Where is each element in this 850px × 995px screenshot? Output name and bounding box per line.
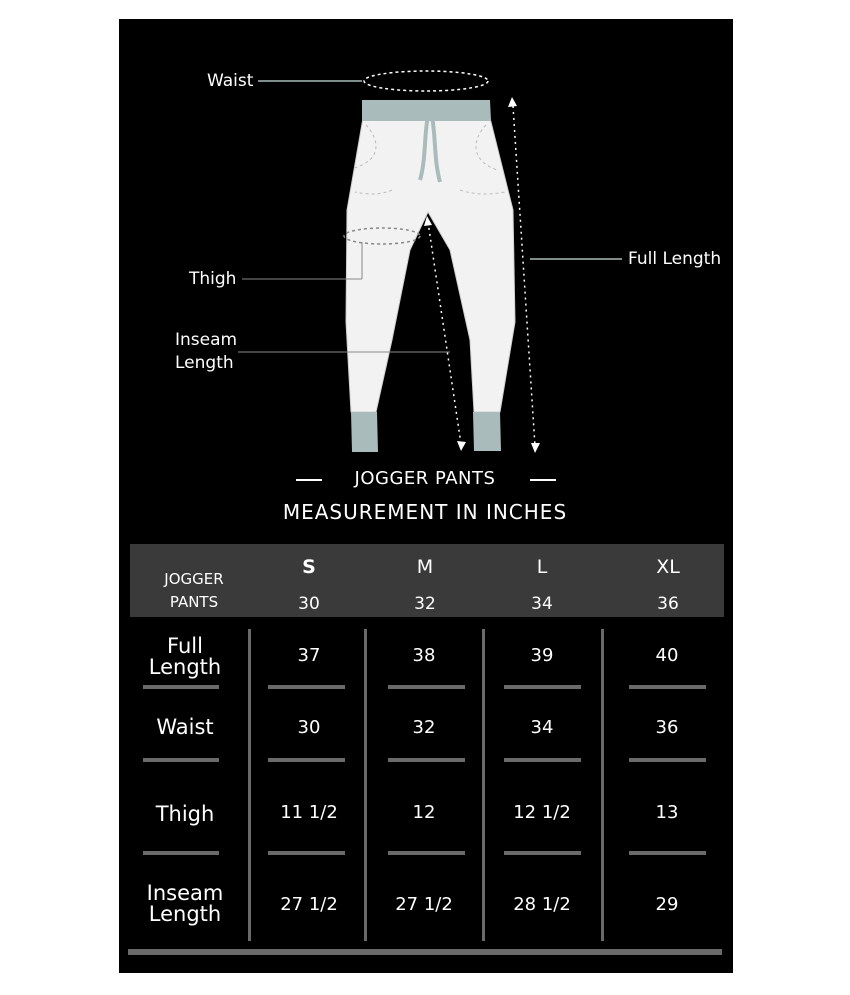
table-cell: 13 bbox=[655, 802, 679, 823]
table-cell: 12 1/2 bbox=[513, 802, 571, 823]
row-separator bbox=[504, 685, 581, 689]
row-label-line1: Inseam bbox=[146, 881, 224, 905]
column-divider bbox=[601, 629, 604, 941]
table-cell: 28 1/2 bbox=[513, 894, 571, 915]
row-label-line1: Thigh bbox=[155, 802, 215, 826]
table-cell: 40 bbox=[655, 645, 679, 666]
header-label-line2: PANTS bbox=[169, 593, 219, 611]
size-xl-number: 36 bbox=[657, 594, 679, 614]
row-separator bbox=[143, 758, 219, 762]
row-separator bbox=[268, 851, 345, 855]
column-divider bbox=[482, 629, 485, 941]
table-cell: 30 bbox=[297, 717, 321, 738]
row-label-inseam-length bbox=[132, 883, 238, 925]
product-title: JOGGER PANTS bbox=[354, 468, 496, 489]
size-xl-label: XL bbox=[656, 556, 680, 578]
inseam-label-line1: Inseam bbox=[175, 330, 238, 350]
table-cell: 37 bbox=[297, 645, 321, 666]
row-separator bbox=[268, 685, 345, 689]
size-s-number: 30 bbox=[298, 594, 320, 614]
table-cell: 34 bbox=[530, 717, 554, 738]
row-separator bbox=[504, 758, 581, 762]
size-s-label: S bbox=[302, 556, 316, 578]
row-label-full-length bbox=[132, 636, 238, 678]
right-cuff bbox=[473, 412, 501, 451]
row-separator bbox=[388, 851, 465, 855]
row-separator bbox=[268, 758, 345, 762]
left-cuff bbox=[351, 412, 378, 452]
row-label-waist bbox=[132, 717, 238, 738]
waist-label: Waist bbox=[207, 71, 254, 91]
row-separator bbox=[629, 685, 706, 689]
row-separator bbox=[388, 758, 465, 762]
table-cell: 36 bbox=[655, 717, 679, 738]
thigh-label: Thigh bbox=[189, 269, 237, 289]
row-label-thigh bbox=[132, 804, 238, 825]
table-cell: 29 bbox=[655, 894, 679, 915]
size-m-number: 32 bbox=[414, 594, 436, 614]
row-label-line2: Length bbox=[148, 655, 222, 679]
table-header-label bbox=[145, 568, 243, 614]
table-cell: 39 bbox=[530, 645, 554, 666]
table-cell: 12 bbox=[412, 802, 436, 823]
inseam-label-line2: Length bbox=[175, 353, 234, 373]
header-label-line1: JOGGER bbox=[164, 570, 224, 588]
row-separator bbox=[504, 851, 581, 855]
column-divider bbox=[364, 629, 367, 941]
row-label-line1: Waist bbox=[156, 715, 214, 739]
unit-title: MEASUREMENT IN INCHES bbox=[282, 500, 568, 524]
row-separator bbox=[388, 685, 465, 689]
size-m-label: M bbox=[416, 556, 434, 578]
table-cell: 32 bbox=[412, 717, 436, 738]
table-cell: 27 1/2 bbox=[395, 894, 453, 915]
size-l-number: 34 bbox=[531, 594, 553, 614]
full-length-arrow bbox=[513, 106, 535, 446]
table-cell: 38 bbox=[412, 645, 436, 666]
size-l-label: L bbox=[536, 556, 548, 578]
row-label-line2: Length bbox=[148, 902, 222, 926]
table-bottom-rule bbox=[128, 949, 722, 955]
column-divider bbox=[248, 629, 251, 941]
row-separator bbox=[143, 685, 219, 689]
row-separator bbox=[629, 851, 706, 855]
row-label-line1: Full bbox=[167, 634, 203, 658]
full-length-label: Full Length bbox=[628, 249, 722, 269]
row-separator bbox=[143, 851, 219, 855]
table-cell: 27 1/2 bbox=[280, 894, 338, 915]
table-cell: 11 1/2 bbox=[280, 802, 338, 823]
row-separator bbox=[629, 758, 706, 762]
pants-body bbox=[346, 118, 515, 412]
waist-marker bbox=[364, 71, 488, 91]
